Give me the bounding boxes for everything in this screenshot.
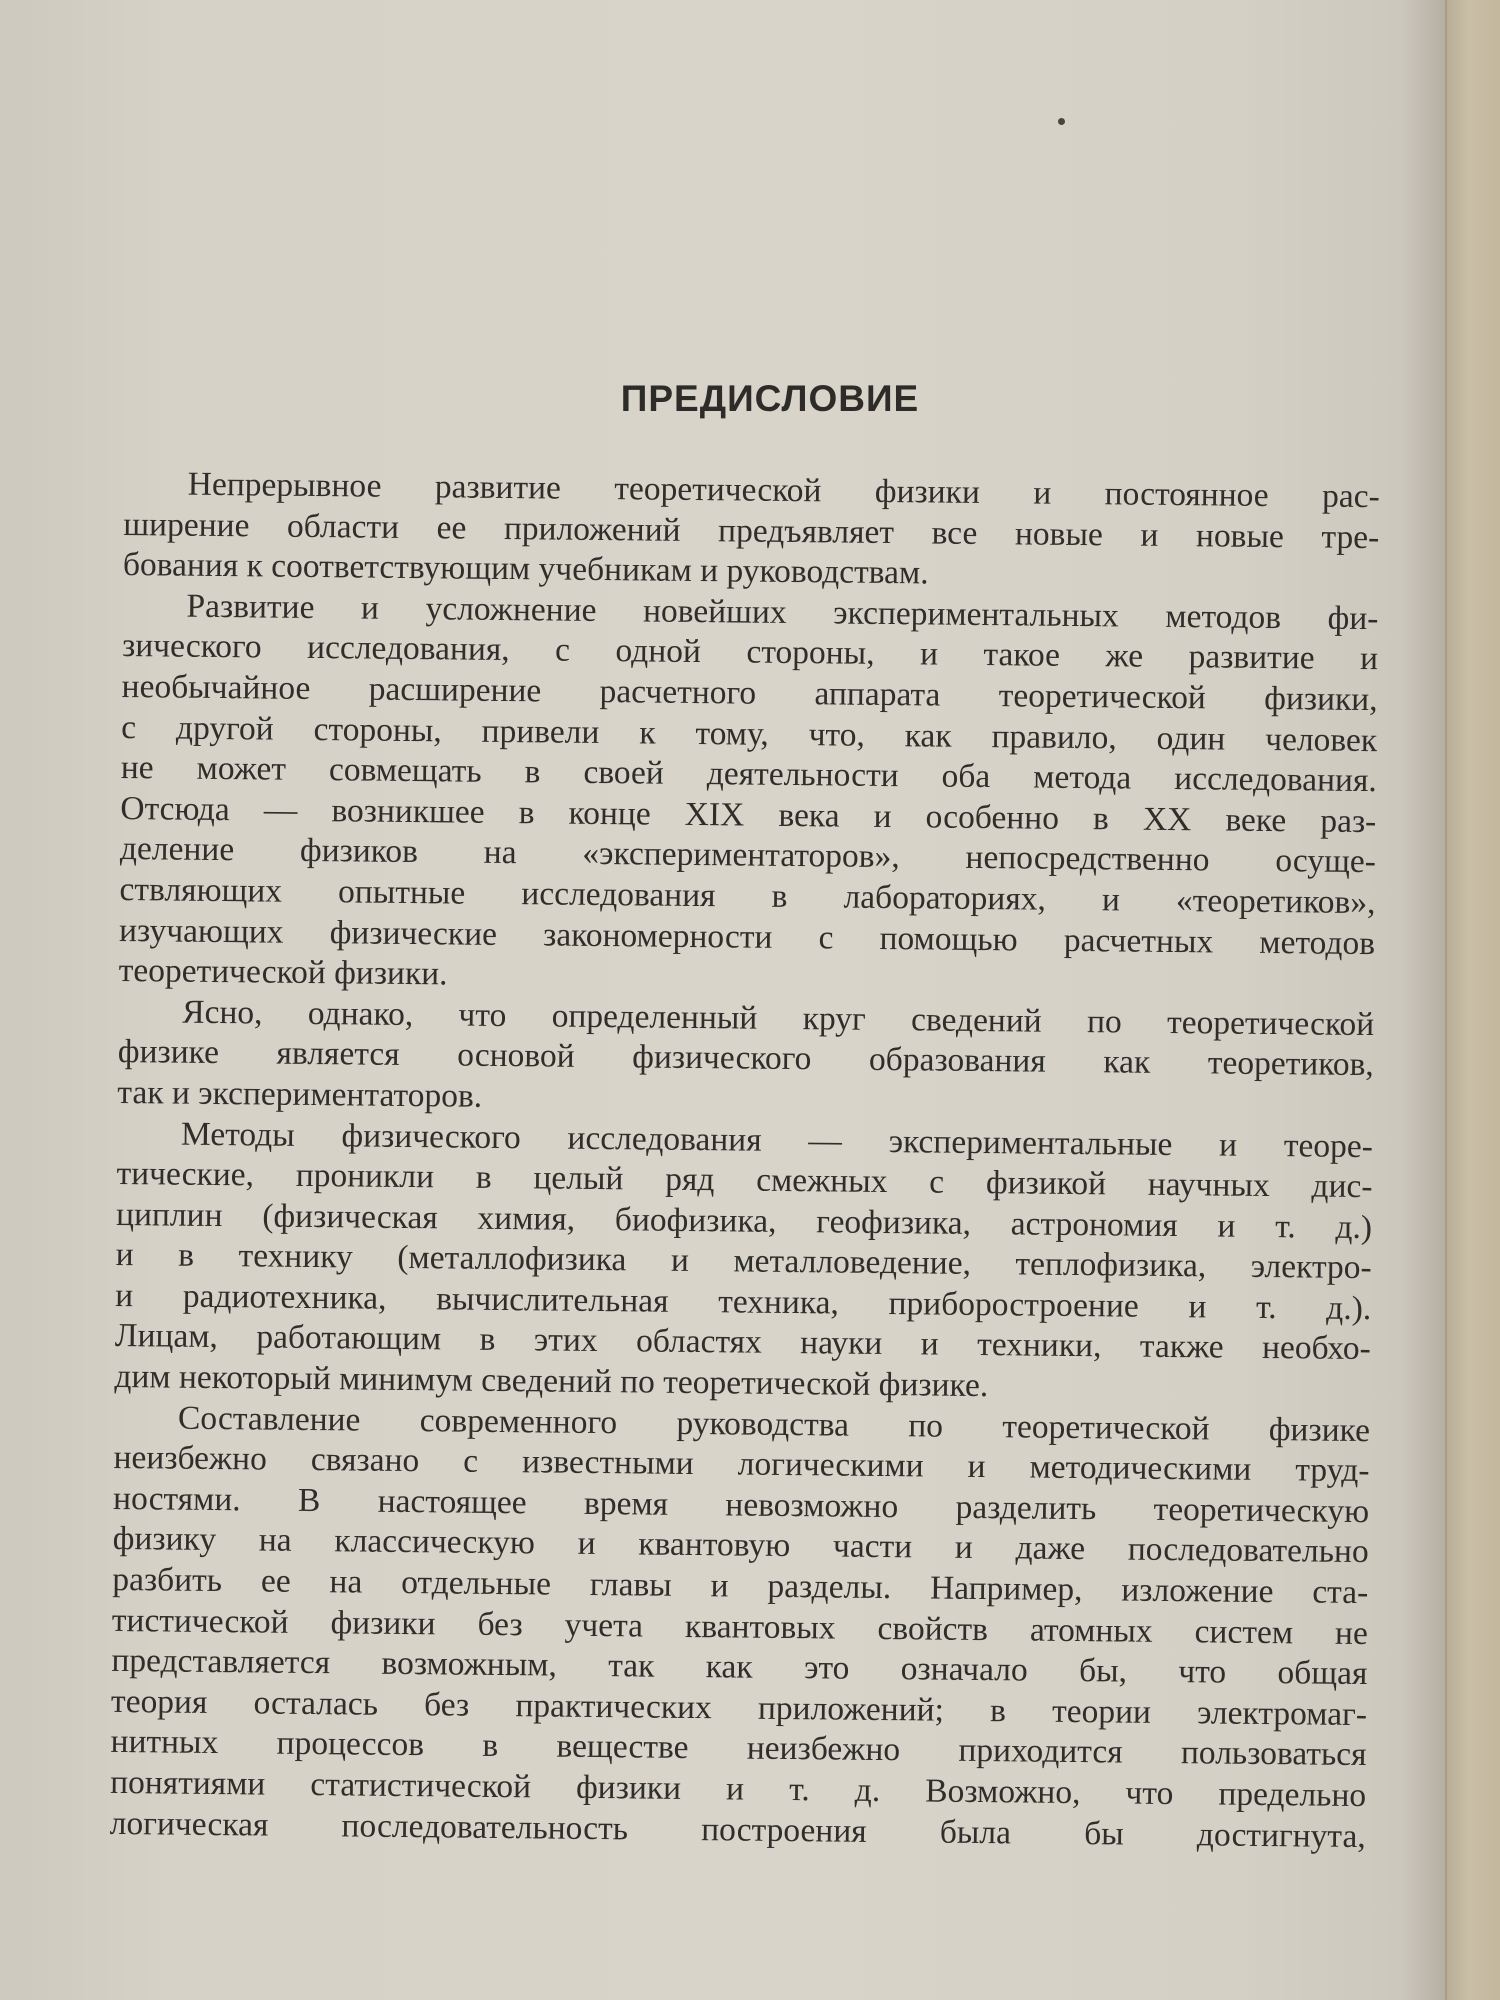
text-line: не может совмещать в своей деятельности оба метода исследования. (120, 749, 1377, 800)
text-line: бования к соответствующим учебникам и руководствам. (122, 546, 929, 592)
text-line: Составление современного руководства по теоретической физике (177, 1399, 1371, 1449)
text-line: и радиотехника, вычислительная техника, приборостроение и т. д.). (115, 1276, 1372, 1327)
text-line: теория осталась без практических приложений; в теории электромаг- (110, 1682, 1368, 1733)
preface-text (110, 464, 1380, 1857)
text-line: неизбежно связано с известными логическими и методическими труд- (113, 1439, 1370, 1490)
text-line: с другой стороны, привели к тому, что, как правило, один человек (121, 708, 1378, 759)
text-line: тистической физики без учета квантовых свойств атомных систем не (111, 1601, 1369, 1652)
text-line: циплин (физическая химия, биофизика, геофизика, астрономия и т. д.) (115, 1195, 1373, 1246)
text-line: ширение области ее приложений предъявляет все новые и новые тре- (123, 505, 1380, 556)
text-line: Лицам, работающим в этих областях науки и техники, также необхо- (114, 1317, 1371, 1368)
dust-speck (1058, 118, 1065, 125)
adjacent-page-edge (1445, 0, 1500, 2000)
page-edge-shadow (1400, 0, 1445, 2000)
text-line: ствляющих опытные исследования в лабораториях, и «теоретиков», (119, 870, 1376, 922)
text-line: физику на классическую и квантовую части и даже последовательно (112, 1520, 1369, 1571)
text-line: изучающих физические закономерности с помощью расчетных методов (118, 911, 1376, 962)
text-line: и в технику (металлофизика и металловедение, теплофизика, электро- (115, 1236, 1372, 1287)
text-line: Методы физического исследования — экспериментальные и теоре- (180, 1115, 1374, 1165)
text-line: Развитие и усложнение новейших экспериментальных методов фи- (186, 587, 1379, 637)
text-line: логическая последовательность построения была бы достигнута, (109, 1804, 1366, 1855)
text-line: зического исследования, с одной стороны, и такое же развитие и (121, 627, 1379, 678)
text-line: представляется возможным, так как это означало бы, что общая (111, 1642, 1368, 1693)
text-line: необычайное расширение расчетного аппарата теоретической физики, (121, 667, 1378, 719)
text-line: нитных процессов в веществе неизбежно приходится пользоваться (110, 1723, 1367, 1774)
text-line: разбить ее на отдельные главы и разделы. Например, изложение ста- (112, 1560, 1369, 1612)
text-line: теоретической физики. (118, 952, 448, 993)
text-line: деление физиков на «экспериментаторов», непосредственно осуще- (119, 830, 1377, 881)
text-line: так и экспериментаторов. (117, 1073, 483, 1115)
text-line: понятиями статистической физики и т. д. Возможно, что предельно (109, 1763, 1367, 1815)
page-heading: ПРЕДИСЛОВИЕ (620, 378, 920, 419)
text-line: Отсюда — возникшее в конце XIX века и особенно в XX веке раз- (120, 789, 1377, 840)
text-line: физике является основой физического образования как теоретиков, (117, 1033, 1374, 1084)
text-line: дим некоторый минимум сведений по теоретической физике. (114, 1358, 989, 1405)
text-line: Ясно, однако, что определенный круг сведений по теоретической (182, 993, 1375, 1043)
text-line: ностями. В настоящее время невозможно разделить теоретическую (112, 1479, 1370, 1530)
text-line: тические, проникли в целый ряд смежных с физикой научных дис- (116, 1155, 1373, 1206)
text-line: Непрерывное развитие теоретической физики и постоянное рас- (187, 465, 1380, 516)
